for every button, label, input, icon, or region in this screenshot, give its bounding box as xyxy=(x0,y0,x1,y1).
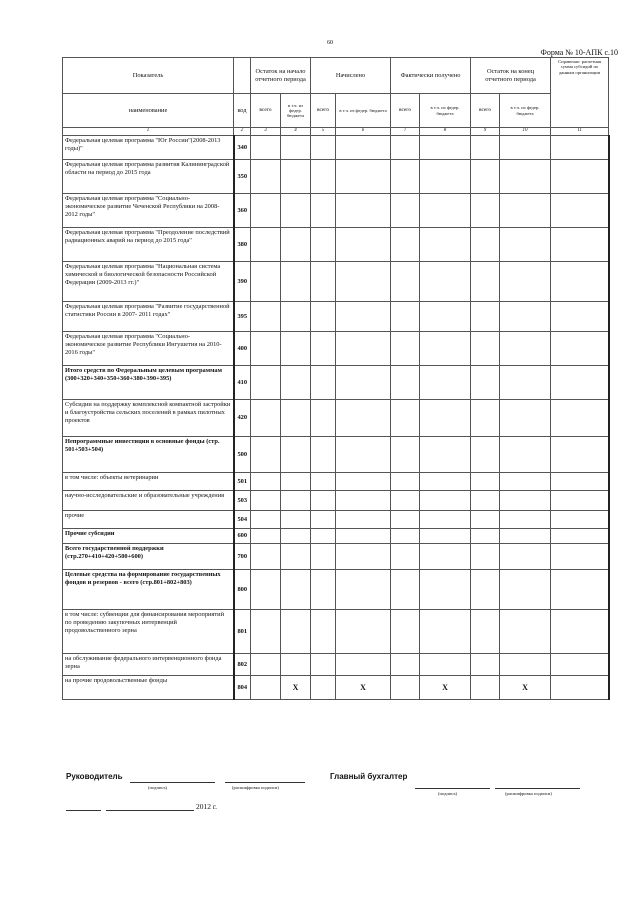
table-row xyxy=(63,570,609,610)
value-cell[interactable] xyxy=(336,302,391,332)
row-name: в том числе: объекты ветеринарии xyxy=(63,473,234,491)
value-cell[interactable] xyxy=(420,332,471,366)
header-total: всего xyxy=(471,94,500,128)
acc-decode-caption: (расшифровка подписи) xyxy=(505,791,552,796)
value-cell[interactable] xyxy=(500,610,551,654)
header-incl-fed: в т.ч. из федер. бюджета xyxy=(281,94,311,128)
value-cell[interactable] xyxy=(420,400,471,437)
value-cell[interactable] xyxy=(391,570,420,610)
table-row xyxy=(63,262,609,302)
value-cell[interactable] xyxy=(251,302,281,332)
value-cell[interactable] xyxy=(551,366,609,400)
row-code: 503 xyxy=(234,491,251,511)
value-cell[interactable] xyxy=(336,332,391,366)
value-cell[interactable] xyxy=(551,544,609,570)
header-group-accrued: Начислено xyxy=(311,58,391,94)
row-code: 390 xyxy=(234,262,251,302)
value-cell[interactable] xyxy=(500,228,551,262)
value-cell[interactable] xyxy=(551,136,609,160)
value-cell[interactable] xyxy=(471,529,500,544)
value-cell[interactable] xyxy=(551,228,609,262)
value-cell[interactable] xyxy=(311,529,336,544)
value-cell[interactable] xyxy=(311,654,336,676)
value-cell[interactable] xyxy=(336,570,391,610)
value-cell[interactable] xyxy=(391,194,420,228)
value-cell[interactable] xyxy=(551,194,609,228)
row-name: Федеральная целевая программа "Национальная система химической и биологической безопасности Российской Федерации (2009-2013 гг.)" xyxy=(63,262,234,302)
value-cell[interactable] xyxy=(471,676,500,700)
row-name: прочие xyxy=(63,511,234,529)
value-cell[interactable] xyxy=(311,332,336,366)
value-cell[interactable] xyxy=(391,654,420,676)
row-code: 350 xyxy=(234,160,251,194)
value-cell[interactable] xyxy=(311,570,336,610)
header-group-received: Фактически получено xyxy=(391,58,471,94)
value-cell[interactable] xyxy=(420,194,471,228)
value-cell[interactable] xyxy=(420,491,471,511)
value-cell[interactable] xyxy=(420,544,471,570)
row-name: Итого средств по Федеральным целевым программам (300+320+340+350+360+380+390+395) xyxy=(63,366,234,400)
value-cell[interactable] xyxy=(551,529,609,544)
value-cell[interactable] xyxy=(551,332,609,366)
header-name: наименование xyxy=(63,94,234,128)
value-cell[interactable] xyxy=(471,473,500,491)
row-code: 504 xyxy=(234,511,251,529)
value-cell[interactable] xyxy=(281,194,311,228)
value-cell[interactable] xyxy=(251,160,281,194)
value-cell[interactable] xyxy=(471,437,500,473)
value-cell[interactable] xyxy=(391,228,420,262)
table-row xyxy=(63,511,609,529)
value-cell[interactable] xyxy=(391,160,420,194)
row-name: Всего государственной поддержки (стр.270+410+420+500+600) xyxy=(63,544,234,570)
value-cell[interactable] xyxy=(391,676,420,700)
value-cell[interactable] xyxy=(251,228,281,262)
value-cell[interactable] xyxy=(336,473,391,491)
value-cell[interactable] xyxy=(551,437,609,473)
value-cell[interactable] xyxy=(251,676,281,700)
value-cell[interactable] xyxy=(281,610,311,654)
value-cell[interactable] xyxy=(281,400,311,437)
value-cell[interactable] xyxy=(551,676,609,700)
col-index: 6 xyxy=(336,128,391,136)
head-decode-caption: (расшифровка подписи) xyxy=(232,785,279,790)
row-code: 501 xyxy=(234,473,251,491)
row-name: Федеральная целевая программа "Социально-экономическое развитие Республики Ингушетия на 2010-2016 годы" xyxy=(63,332,234,366)
value-cell[interactable] xyxy=(336,529,391,544)
header-total: всего xyxy=(391,94,420,128)
value-cell[interactable] xyxy=(551,511,609,529)
row-name: Федеральная целевая программа "Преодоление последствий радиационных аварий на период до 2015 года" xyxy=(63,228,234,262)
value-cell[interactable] xyxy=(420,676,471,700)
x-mark: X xyxy=(442,682,448,692)
value-cell[interactable] xyxy=(420,511,471,529)
row-code: 380 xyxy=(234,228,251,262)
value-cell[interactable] xyxy=(336,654,391,676)
value-cell[interactable] xyxy=(391,511,420,529)
value-cell[interactable] xyxy=(471,610,500,654)
value-cell[interactable] xyxy=(500,511,551,529)
value-cell[interactable] xyxy=(311,676,336,700)
value-cell[interactable] xyxy=(311,160,336,194)
value-cell[interactable] xyxy=(500,544,551,570)
row-name: в том числе: субвенции для финансирования мероприятий по проведению закупочных интервенций продовольственного зерна xyxy=(63,610,234,654)
value-cell[interactable] xyxy=(500,570,551,610)
value-cell[interactable] xyxy=(420,610,471,654)
row-code: 500 xyxy=(234,437,251,473)
value-cell[interactable] xyxy=(391,473,420,491)
header-incl-fed: в т.ч. из федер. бюджета xyxy=(500,94,551,128)
value-cell[interactable] xyxy=(471,400,500,437)
table-row xyxy=(63,610,609,654)
value-cell[interactable] xyxy=(281,302,311,332)
value-cell[interactable] xyxy=(471,136,500,160)
value-cell[interactable] xyxy=(336,437,391,473)
value-cell[interactable] xyxy=(251,332,281,366)
table-row xyxy=(63,194,609,228)
row-name: на обслуживание федерального интервенционного фонда зерна xyxy=(63,654,234,676)
value-cell[interactable] xyxy=(551,400,609,437)
value-cell[interactable] xyxy=(336,194,391,228)
row-code: 600 xyxy=(234,529,251,544)
value-cell[interactable] xyxy=(471,511,500,529)
value-cell[interactable] xyxy=(500,491,551,511)
header-incl-fed: в т.ч. из федер. бюджета xyxy=(336,94,391,128)
value-cell[interactable] xyxy=(500,676,551,700)
table-row xyxy=(63,332,609,366)
acc-sign-caption: (подпись) xyxy=(438,791,458,796)
row-name: научно-исследовательские и образовательные учреждения xyxy=(63,491,234,511)
row-code: 395 xyxy=(234,302,251,332)
value-cell[interactable] xyxy=(251,544,281,570)
value-cell[interactable] xyxy=(281,473,311,491)
value-cell[interactable] xyxy=(500,529,551,544)
value-cell[interactable] xyxy=(336,610,391,654)
header-group-start: Остаток на начало отчетного периода xyxy=(251,58,311,94)
value-cell[interactable] xyxy=(311,366,336,400)
value-cell[interactable] xyxy=(251,366,281,400)
value-cell[interactable] xyxy=(471,332,500,366)
value-cell[interactable] xyxy=(251,194,281,228)
acc-decode-line xyxy=(495,788,580,789)
value-cell[interactable] xyxy=(391,302,420,332)
header-group-end: Остаток на конец отчетного периода xyxy=(471,58,551,94)
value-cell[interactable] xyxy=(336,400,391,437)
value-cell[interactable] xyxy=(251,511,281,529)
value-cell[interactable] xyxy=(251,570,281,610)
head-label: Руководитель xyxy=(66,772,123,781)
value-cell[interactable] xyxy=(391,610,420,654)
value-cell[interactable] xyxy=(336,136,391,160)
value-cell[interactable] xyxy=(500,302,551,332)
value-cell[interactable] xyxy=(471,228,500,262)
head-sign-caption: (подпись) xyxy=(148,785,168,790)
row-code: 420 xyxy=(234,400,251,437)
value-cell[interactable] xyxy=(500,473,551,491)
row-code: 400 xyxy=(234,332,251,366)
value-cell[interactable] xyxy=(551,160,609,194)
value-cell[interactable] xyxy=(251,610,281,654)
value-cell[interactable] xyxy=(311,228,336,262)
header-indicator: Показатель xyxy=(63,58,234,94)
row-name: Федеральная целевая программа "Развитие государственной статистики России в 2007- 2011 годах" xyxy=(63,302,234,332)
value-cell[interactable] xyxy=(251,400,281,437)
value-cell[interactable] xyxy=(420,228,471,262)
x-mark: X xyxy=(522,682,528,692)
head-sign-line xyxy=(130,782,215,783)
value-cell[interactable] xyxy=(471,491,500,511)
value-cell[interactable] xyxy=(500,262,551,302)
value-cell[interactable] xyxy=(471,570,500,610)
value-cell[interactable] xyxy=(336,366,391,400)
table-row xyxy=(63,160,609,194)
value-cell[interactable] xyxy=(391,332,420,366)
value-cell[interactable] xyxy=(420,570,471,610)
value-cell[interactable] xyxy=(420,160,471,194)
col-index: 7 xyxy=(391,128,420,136)
date-line-2 xyxy=(106,810,194,811)
value-cell[interactable] xyxy=(420,473,471,491)
acc-sign-line xyxy=(415,788,490,789)
col-index: 8 xyxy=(420,128,471,136)
row-code: 340 xyxy=(234,136,251,160)
row-name: Субсидии на поддержку комплексной компактной застройки и благоустройства сельских поселений в рамках пилотных проектов xyxy=(63,400,234,437)
header-code: код xyxy=(234,94,251,128)
table-row xyxy=(63,302,609,332)
value-cell[interactable] xyxy=(420,437,471,473)
row-code: 360 xyxy=(234,194,251,228)
value-cell[interactable] xyxy=(471,194,500,228)
value-cell[interactable] xyxy=(311,302,336,332)
value-cell[interactable] xyxy=(251,136,281,160)
header-total: всего xyxy=(251,94,281,128)
table-row xyxy=(63,473,609,491)
col-index: 2 xyxy=(234,128,251,136)
table-row xyxy=(63,366,609,400)
row-code: 410 xyxy=(234,366,251,400)
value-cell[interactable] xyxy=(420,262,471,302)
value-cell[interactable] xyxy=(471,262,500,302)
value-cell[interactable] xyxy=(311,136,336,160)
value-cell[interactable] xyxy=(471,302,500,332)
row-name: Федеральная целевая программа развития Калининградской области на период до 2015 года xyxy=(63,160,234,194)
header-incl-fed: в т.ч. из федер. бюджета xyxy=(420,94,471,128)
value-cell[interactable] xyxy=(251,654,281,676)
value-cell[interactable] xyxy=(281,491,311,511)
value-cell[interactable] xyxy=(420,136,471,160)
value-cell[interactable] xyxy=(281,654,311,676)
value-cell[interactable] xyxy=(336,491,391,511)
table-row xyxy=(63,136,609,160)
value-cell[interactable] xyxy=(281,228,311,262)
value-cell[interactable] xyxy=(420,302,471,332)
row-code: 700 xyxy=(234,544,251,570)
value-cell[interactable] xyxy=(500,437,551,473)
col-index: 5 xyxy=(311,128,336,136)
value-cell[interactable] xyxy=(281,262,311,302)
value-cell[interactable] xyxy=(420,654,471,676)
value-cell[interactable] xyxy=(251,437,281,473)
table-row xyxy=(63,437,609,473)
value-cell[interactable] xyxy=(336,228,391,262)
value-cell[interactable] xyxy=(311,610,336,654)
value-cell[interactable] xyxy=(500,332,551,366)
value-cell[interactable] xyxy=(281,529,311,544)
form-label: Форма № 10-АПК с.10 xyxy=(540,48,618,57)
x-mark: X xyxy=(292,682,299,692)
report-table xyxy=(62,57,610,700)
value-cell[interactable] xyxy=(391,437,420,473)
head-decode-line xyxy=(225,782,305,783)
value-cell[interactable] xyxy=(311,473,336,491)
value-cell[interactable] xyxy=(391,491,420,511)
row-name: Федеральная целевая программа "Социально-экономическое развитие Чеченской Республики на 2008-2012 годы" xyxy=(63,194,234,228)
value-cell[interactable] xyxy=(551,473,609,491)
table-row xyxy=(63,491,609,511)
value-cell[interactable] xyxy=(281,332,311,366)
value-cell[interactable] xyxy=(281,160,311,194)
table-row xyxy=(63,400,609,437)
value-cell[interactable] xyxy=(391,366,420,400)
value-cell[interactable] xyxy=(420,366,471,400)
value-cell[interactable] xyxy=(500,366,551,400)
value-cell[interactable] xyxy=(311,511,336,529)
col-index: 3 xyxy=(251,128,281,136)
value-cell[interactable] xyxy=(471,366,500,400)
col-index: 9 xyxy=(471,128,500,136)
value-cell[interactable] xyxy=(251,491,281,511)
row-name: Целевые средства на формирование государственных фондов и резервов - всего (стр.801+802+803) xyxy=(63,570,234,610)
value-cell[interactable] xyxy=(391,136,420,160)
row-name: Непрограммные инвестиции в основные фонды (стр. 501+503+504) xyxy=(63,437,234,473)
value-cell[interactable] xyxy=(551,610,609,654)
x-mark: X xyxy=(360,682,366,692)
value-cell[interactable] xyxy=(311,194,336,228)
value-cell[interactable] xyxy=(500,654,551,676)
table-row xyxy=(63,676,609,700)
value-cell[interactable] xyxy=(391,544,420,570)
value-cell[interactable] xyxy=(471,544,500,570)
column-index-row xyxy=(63,128,609,136)
date-line-1 xyxy=(66,810,101,811)
col-index: 10 xyxy=(500,128,551,136)
value-cell[interactable] xyxy=(336,676,391,700)
value-cell[interactable] xyxy=(251,529,281,544)
value-cell[interactable] xyxy=(551,570,609,610)
row-name: на прочие продовольственные фонды xyxy=(63,676,234,700)
value-cell[interactable] xyxy=(311,262,336,302)
row-name: Федеральная целевая программа "Юг России"(2008-2013 годы)" xyxy=(63,136,234,160)
value-cell[interactable] xyxy=(336,262,391,302)
value-cell[interactable] xyxy=(281,570,311,610)
value-cell[interactable] xyxy=(281,366,311,400)
col-index: 1 xyxy=(63,128,234,136)
col-index: 11 xyxy=(551,128,609,136)
value-cell[interactable] xyxy=(336,160,391,194)
value-cell[interactable] xyxy=(311,400,336,437)
value-cell[interactable] xyxy=(281,544,311,570)
value-cell[interactable] xyxy=(281,136,311,160)
date-year: 2012 г. xyxy=(196,802,217,811)
value-cell[interactable] xyxy=(551,302,609,332)
row-code: 802 xyxy=(234,654,251,676)
header-reference: Справочно: расчетная сумма субсидий по данным организации xyxy=(551,58,609,128)
value-cell[interactable] xyxy=(471,160,500,194)
value-cell[interactable] xyxy=(311,491,336,511)
value-cell[interactable] xyxy=(311,437,336,473)
value-cell[interactable] xyxy=(391,400,420,437)
value-cell[interactable] xyxy=(251,473,281,491)
value-cell[interactable] xyxy=(551,491,609,511)
value-cell[interactable] xyxy=(251,262,281,302)
value-cell[interactable] xyxy=(281,511,311,529)
value-cell[interactable] xyxy=(391,529,420,544)
value-cell[interactable] xyxy=(391,262,420,302)
row-code: 801 xyxy=(234,610,251,654)
page-number: 60 xyxy=(327,40,333,46)
row-code: 800 xyxy=(234,570,251,610)
value-cell[interactable] xyxy=(500,400,551,437)
row-code: 804 xyxy=(234,676,251,700)
value-cell[interactable] xyxy=(336,511,391,529)
table-row xyxy=(63,544,609,570)
col-index: 4 xyxy=(281,128,311,136)
value-cell[interactable] xyxy=(311,544,336,570)
value-cell[interactable] xyxy=(500,136,551,160)
value-cell[interactable] xyxy=(281,676,311,700)
accountant-label: Главный бухгалтер xyxy=(330,772,408,781)
value-cell[interactable] xyxy=(471,654,500,676)
value-cell[interactable] xyxy=(281,437,311,473)
value-cell[interactable] xyxy=(551,654,609,676)
row-name: Прочие субсидии xyxy=(63,529,234,544)
value-cell[interactable] xyxy=(500,194,551,228)
value-cell[interactable] xyxy=(420,529,471,544)
value-cell[interactable] xyxy=(336,544,391,570)
table-row xyxy=(63,654,609,676)
value-cell[interactable] xyxy=(551,262,609,302)
table-row xyxy=(63,529,609,544)
value-cell[interactable] xyxy=(500,160,551,194)
header-total: всего xyxy=(311,94,336,128)
table-row xyxy=(63,228,609,262)
